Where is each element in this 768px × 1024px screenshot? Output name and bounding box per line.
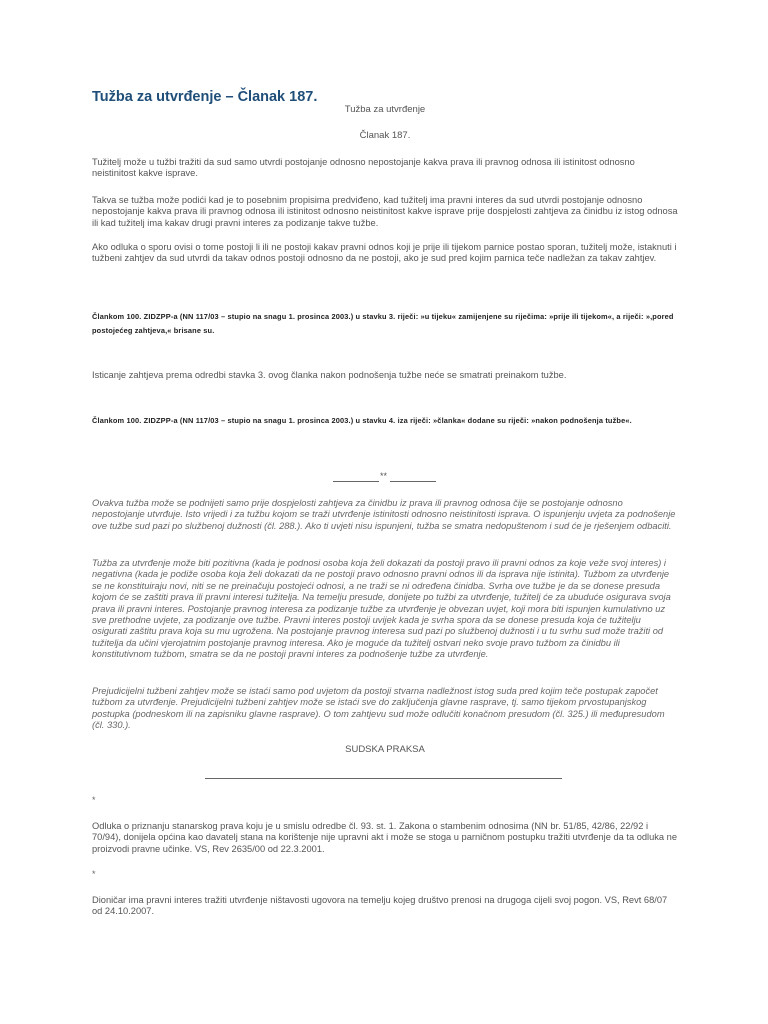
amendment-note-2: Člankom 100. ZIDZPP-a (NN 117/03 – stupio na snagu 1. prosinca 2003.) u stavku 4. iza riječi: »članka« dodane su riječi: »nakon podnošenja tužbe«.	[92, 416, 632, 425]
commentary-2: Tužba za utvrđenje može biti pozitivna (kada je podnosi osoba koja želi dokazati da postoji pravo ili pravni odnos za koje veže svoj interes) i negativna (kada je podiže osoba koja želi dokazati da ne postoji pravo odnosno pravni odnos ili da isprava nije istinita). Tužbom za utvrđenje se ne konstituiraju novi, niti se ne preinačuju postojeći odnosi, a ne traži se ni određena činidba. Svrha ove tužbe je da se donese presuda kojom će se zaštiti prava ili pravni interesi tužitelja. Na temelju presude, donijete po tužbi za utvrđenje, tužitelj će za ubuduće osigurava svoja prava ili pravni interes. Postojanje pravnog interesa za podizanje tužbe za utvrđenje je obvezan uvjet, koji mora biti ispunjen kumulativno uz sve prethodne uvjete, za podizanje ove tužbe. Pravni interes postoji uvijek kada je svrha spora da se donese presuda koja će tužitelju osigurati zaštitu prava koja su mu ugrožena. Na postojanje pravnog interesa sud pazi po službenoj dužnosti i u tu svrhu sud može tražiti od tužitelja da učini vjerojatnim postojanje pravnog interesa. Ako je moguće da tužitelj ostvari neko svoje pravo tužbom za činidbu ili konstitutivnom tužbom, smatra se da ne postoji pravni interes za podnošenje tužbe za utvrđenje.	[92, 558, 671, 660]
commentary-1: Ovakva tužba može se podnijeti samo prije dospjelosti zahtjeva za činidbu iz prava ili pravnog odnosa čije se postojanje odnosno nepostojanje utvrđuje. Isto vrijedi i za tužbu kojom se traži utvrđenje istinitosti odnosno neistinitosti isprava. O ispunjenju uvjeta za podnošenje ove tužbe sud pazi po službenoj dužnosti (čl. 288.). Ako ti uvjeti nisu ispunjeni, tužba se smatra nedopuštenom i sud će je rješenjem odbaciti.	[92, 498, 676, 531]
paragraph-4: Isticanje zahtjeva prema odredbi stavka 3. ovog članka nakon podnošenja tužbe neće se smatrati preinakom tužbe.	[92, 370, 567, 380]
case-law-divider	[205, 778, 562, 779]
bullet-2: *	[92, 869, 96, 879]
separator-stars: **	[380, 471, 388, 481]
case-1: Odluka o priznanju stanarskog prava koju je u smislu odredbe čl. 93. st. 1. Zakona o stambenim odnosima (NN br. 51/85, 42/86, 22/92 i 70/94), donijela općina kao davatelj stana na korištenje nije upravni akt i može se stoga u parničnom postupku tražiti utvrđenje da ta odluka ne proizvodi pravne učinke. VS, Rev 2635/00 od 22.3.2001.	[92, 821, 678, 854]
case-2: Dioničar ima pravni interes tražiti utvrđenje ništavosti ugovora na temelju kojeg društvo prenosi na drugoga cijeli svoj pogon. VS, Revt 68/07 od 24.10.2007.	[92, 895, 668, 917]
separator-line-right	[390, 481, 436, 482]
bullet-1: *	[92, 795, 96, 805]
paragraph-2: Takva se tužba može podići kad je to posebnim propisima predviđeno, kad tužitelj ima pravni interes da sud utvrdi postojanje odnosno nepostojanje kakva prava ili pravnog odnosa ili istinitost odnosno neistinitost kakve isprave prije dospjelosti zahtjeva za činidbu iz istog odnosa ili kad tužitelj ima kakav drugi pravni interes za podizanje takve tužbe.	[92, 195, 678, 228]
document-subtitle: Tužba za utvrđenje	[344, 104, 426, 115]
paragraph-1: Tužitelj može u tužbi tražiti da sud samo utvrdi postojanje odnosno nepostojanje kakva prava ili pravnog odnosa ili istinitost odnosno neistinitost kakve isprave.	[92, 157, 635, 179]
commentary-3: Prejudicijelni tužbeni zahtjev može se istaći samo pod uvjetom da postoji stvarna nadležnost istog suda pred kojim teče postupak započet tužbom za utvrđenje. Prejudicijelni tužbeni zahtjev može se istaći sve do zaključenja glavne rasprave, tj. samo tijekom prvostupanjskog postupka (podneskom ili na zapisniku glavne rasprave). O tom zahtjevu sud može odlučiti konačnom presudom (čl. 325.) ili međupresudom (čl. 330.).	[92, 686, 665, 731]
separator-line-left	[333, 481, 379, 482]
article-number: Članak 187.	[359, 130, 411, 141]
paragraph-3: Ako odluka o sporu ovisi o tome postoji li ili ne postoji kakav pravni odnos koji je prije ili tijekom parnice postao sporan, tužitelj može, istaknuti i tužbeni zahtjev da sud utvrdi da takav odnos postoji odnosno da ne postoji, ako je sud pred kojim parnica teče nadležan za takav zahtjev.	[92, 242, 677, 264]
amendment-note-1: Člankom 100. ZIDZPP-a (NN 117/03 – stupio na snagu 1. prosinca 2003.) u stavku 3. riječi: »u tijeku« zamijenjene su riječima: »prije ili tijekom«, a riječi: »,pored postojećeg zahtjeva,« brisane su.	[92, 312, 674, 335]
document-title: Tužba za utvrđenje – Članak 187.	[92, 89, 318, 105]
case-law-heading: SUDSKA PRAKSA	[345, 744, 425, 755]
